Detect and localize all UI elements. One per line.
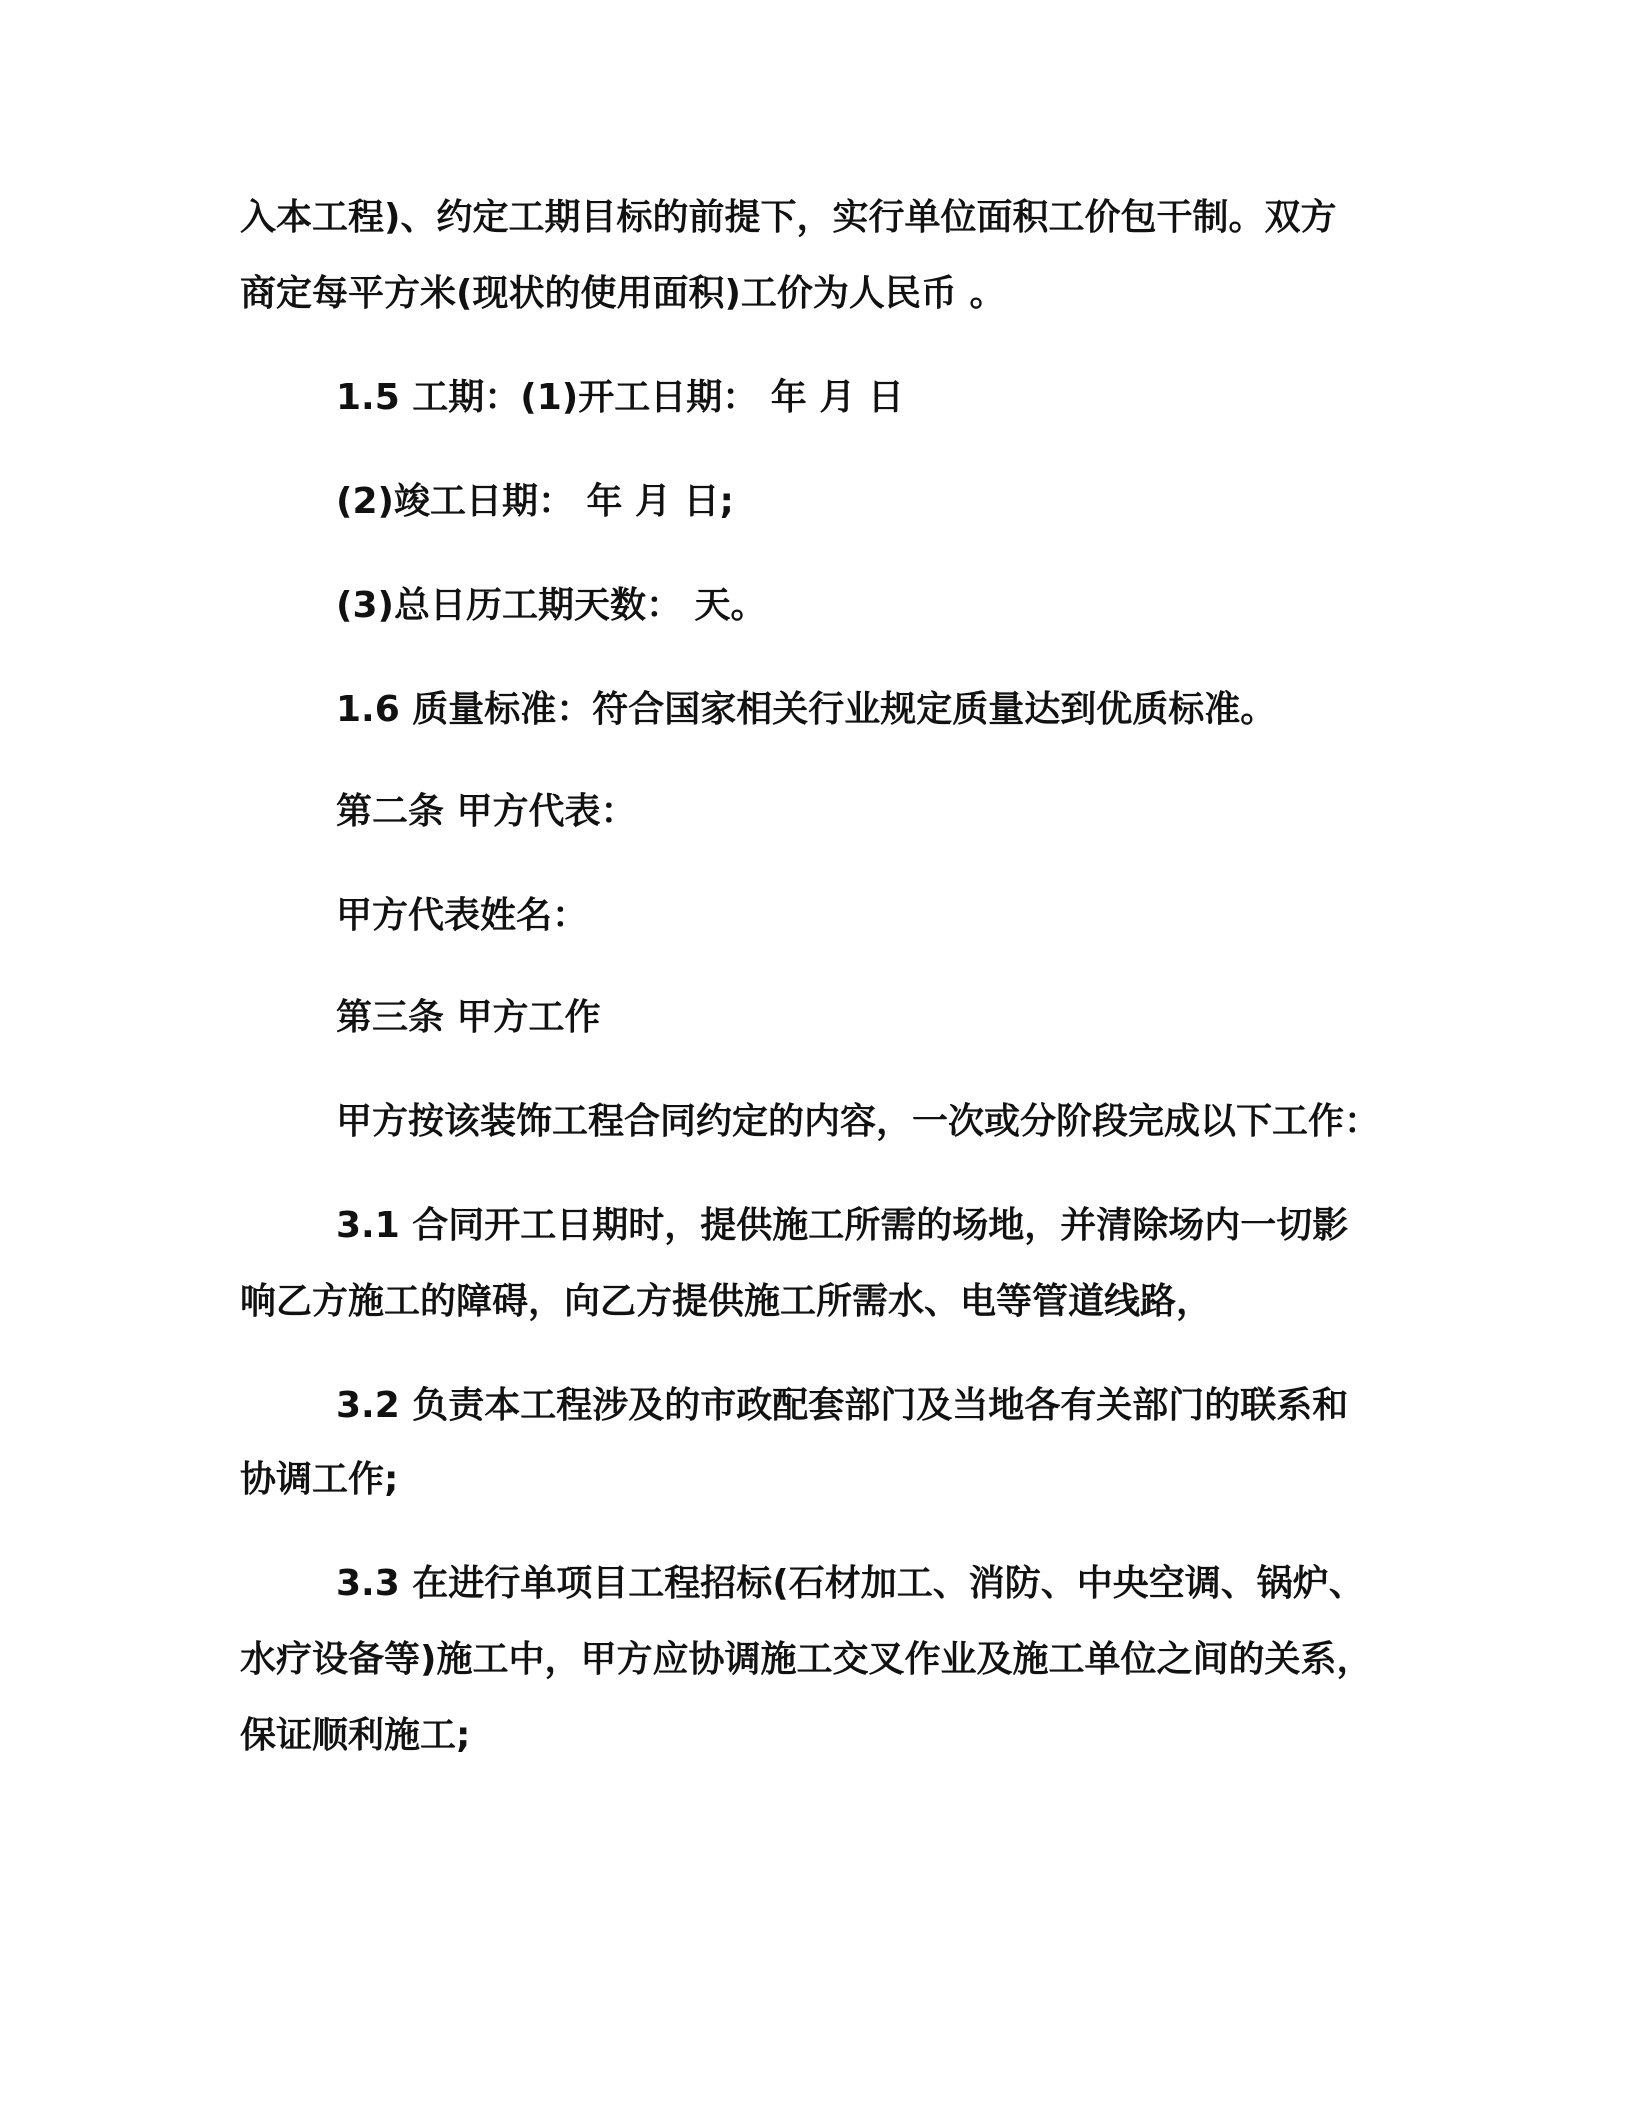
item-3-3-line-2: 水疗设备等)施工中，甲方应协调施工交叉作业及施工单位之间的关系，	[240, 1639, 1373, 1680]
item-3-1-line-2: 响乙方施工的障碍，向乙方提供施工所需水、电等管道线路，	[240, 1281, 1213, 1322]
item-3-1-line-1: 3.1 合同开工日期时，提供施工所需的场地，并清除场内一切影	[336, 1205, 1349, 1246]
item-1-5-end-date: (2)竣工日期： 年 月 日;	[336, 481, 734, 522]
item-1-5-start-date: 1.5 工期：(1)开工日期： 年 月 日	[336, 377, 904, 418]
article-2-rep-name: 甲方代表姓名：	[336, 895, 589, 936]
item-3-3-line-1: 3.3 在进行单项目工程招标(石材加工、消防、中央空调、锅炉、	[336, 1563, 1365, 1604]
article-3-intro: 甲方按该装饰工程合同约定的内容，一次或分阶段完成以下工作：	[336, 1101, 1381, 1142]
item-3-3-line-3: 保证顺利施工;	[240, 1715, 471, 1756]
article-2-heading: 第二条 甲方代表：	[336, 791, 637, 832]
item-3-2-line-2: 协调工作;	[240, 1459, 399, 1500]
item-3-2-line-1: 3.2 负责本工程涉及的市政配套部门及当地各有关部门的联系和	[336, 1385, 1349, 1426]
paragraph-1-4-line-2: 商定每平方米(现状的使用面积)工价为人民币 。	[240, 273, 1006, 314]
item-1-6-quality: 1.6 质量标准：符合国家相关行业规定质量达到优质标准。	[336, 689, 1277, 730]
article-3-heading: 第三条 甲方工作	[336, 997, 601, 1038]
item-1-5-total-days: (3)总日历工期天数： 天。	[336, 585, 767, 626]
paragraph-1-4-line-1: 入本工程)、约定工期目标的前提下，实行单位面积工价包干制。双方	[240, 197, 1337, 238]
